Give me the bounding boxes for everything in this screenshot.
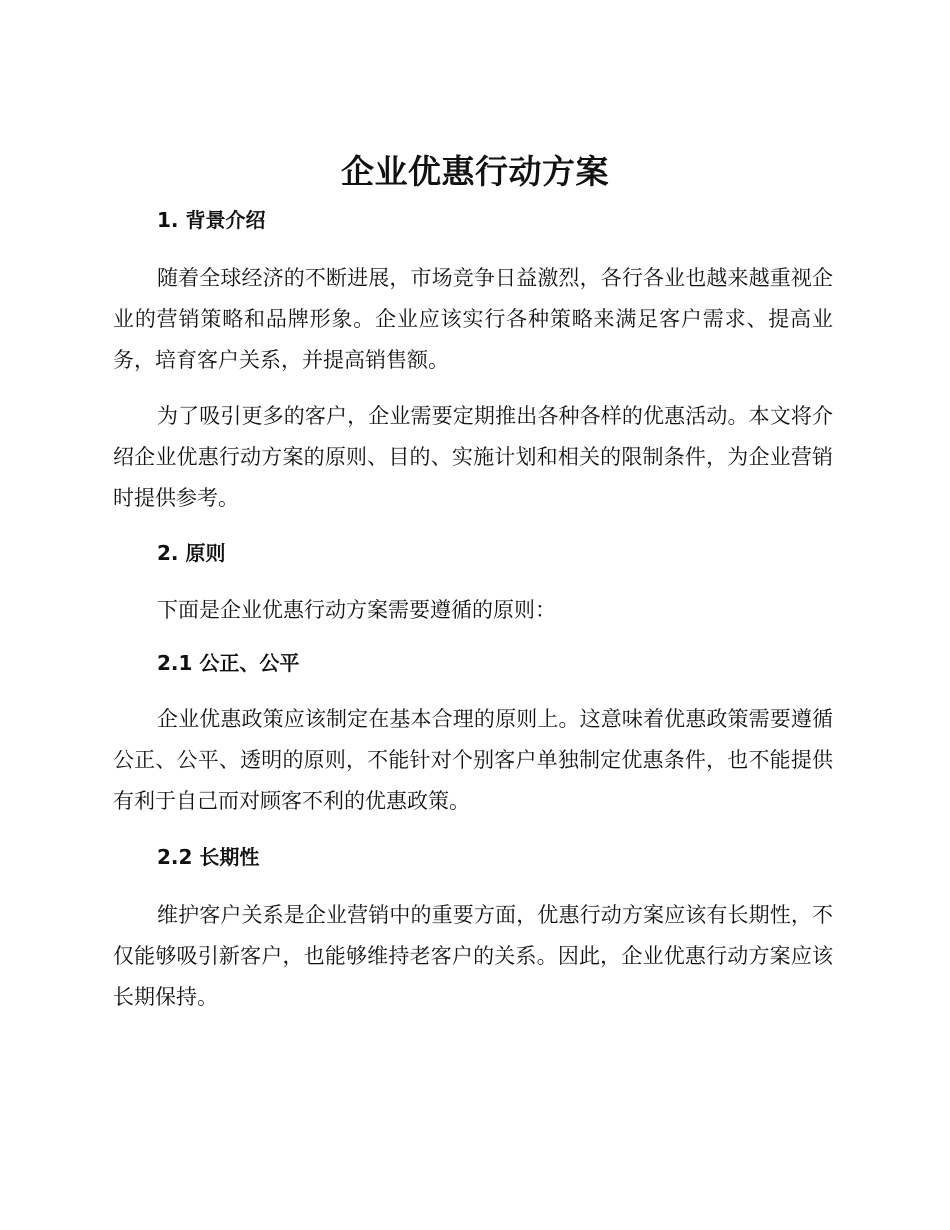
paragraph-principles-intro: 下面是企业优惠行动方案需要遵循的原则： (157, 598, 556, 622)
section-heading-long-term: 2.2 长期性 (157, 845, 260, 869)
paragraph-long-term: 维护客户关系是企业营销中的重要方面，优惠行动方案应该有长期性，不仅能够吸引新客户，也能够维持老客户的关系。因此，企业优惠行动方案应该长期保持。 (113, 903, 833, 1009)
section-heading-background: 1. 背景介绍 (157, 208, 266, 232)
paragraph-fairness: 企业优惠政策应该制定在基本合理的原则上。这意味着优惠政策需要遵循公正、公平、透明的原则，不能针对个别客户单独制定优惠条件，也不能提供有利于自己而对顾客不利的优惠政策。 (113, 707, 833, 813)
paragraph-background-2: 为了吸引更多的客户，企业需要定期推出各种各样的优惠活动。本文将介绍企业优惠行动方案的原则、目的、实施计划和相关的限制条件，为企业营销时提供参考。 (113, 404, 833, 510)
section-heading-fairness: 2.1 公正、公平 (157, 651, 300, 675)
paragraph-background-1: 随着全球经济的不断进展，市场竞争日益激烈，各行各业也越来越重视企业的营销策略和品牌形象。企业应该实行各种策略来满足客户需求、提高业务，培育客户关系，并提高销售额。 (113, 266, 833, 372)
section-heading-principles: 2. 原则 (157, 541, 226, 565)
document-title: 企业优惠行动方案 (341, 152, 609, 191)
